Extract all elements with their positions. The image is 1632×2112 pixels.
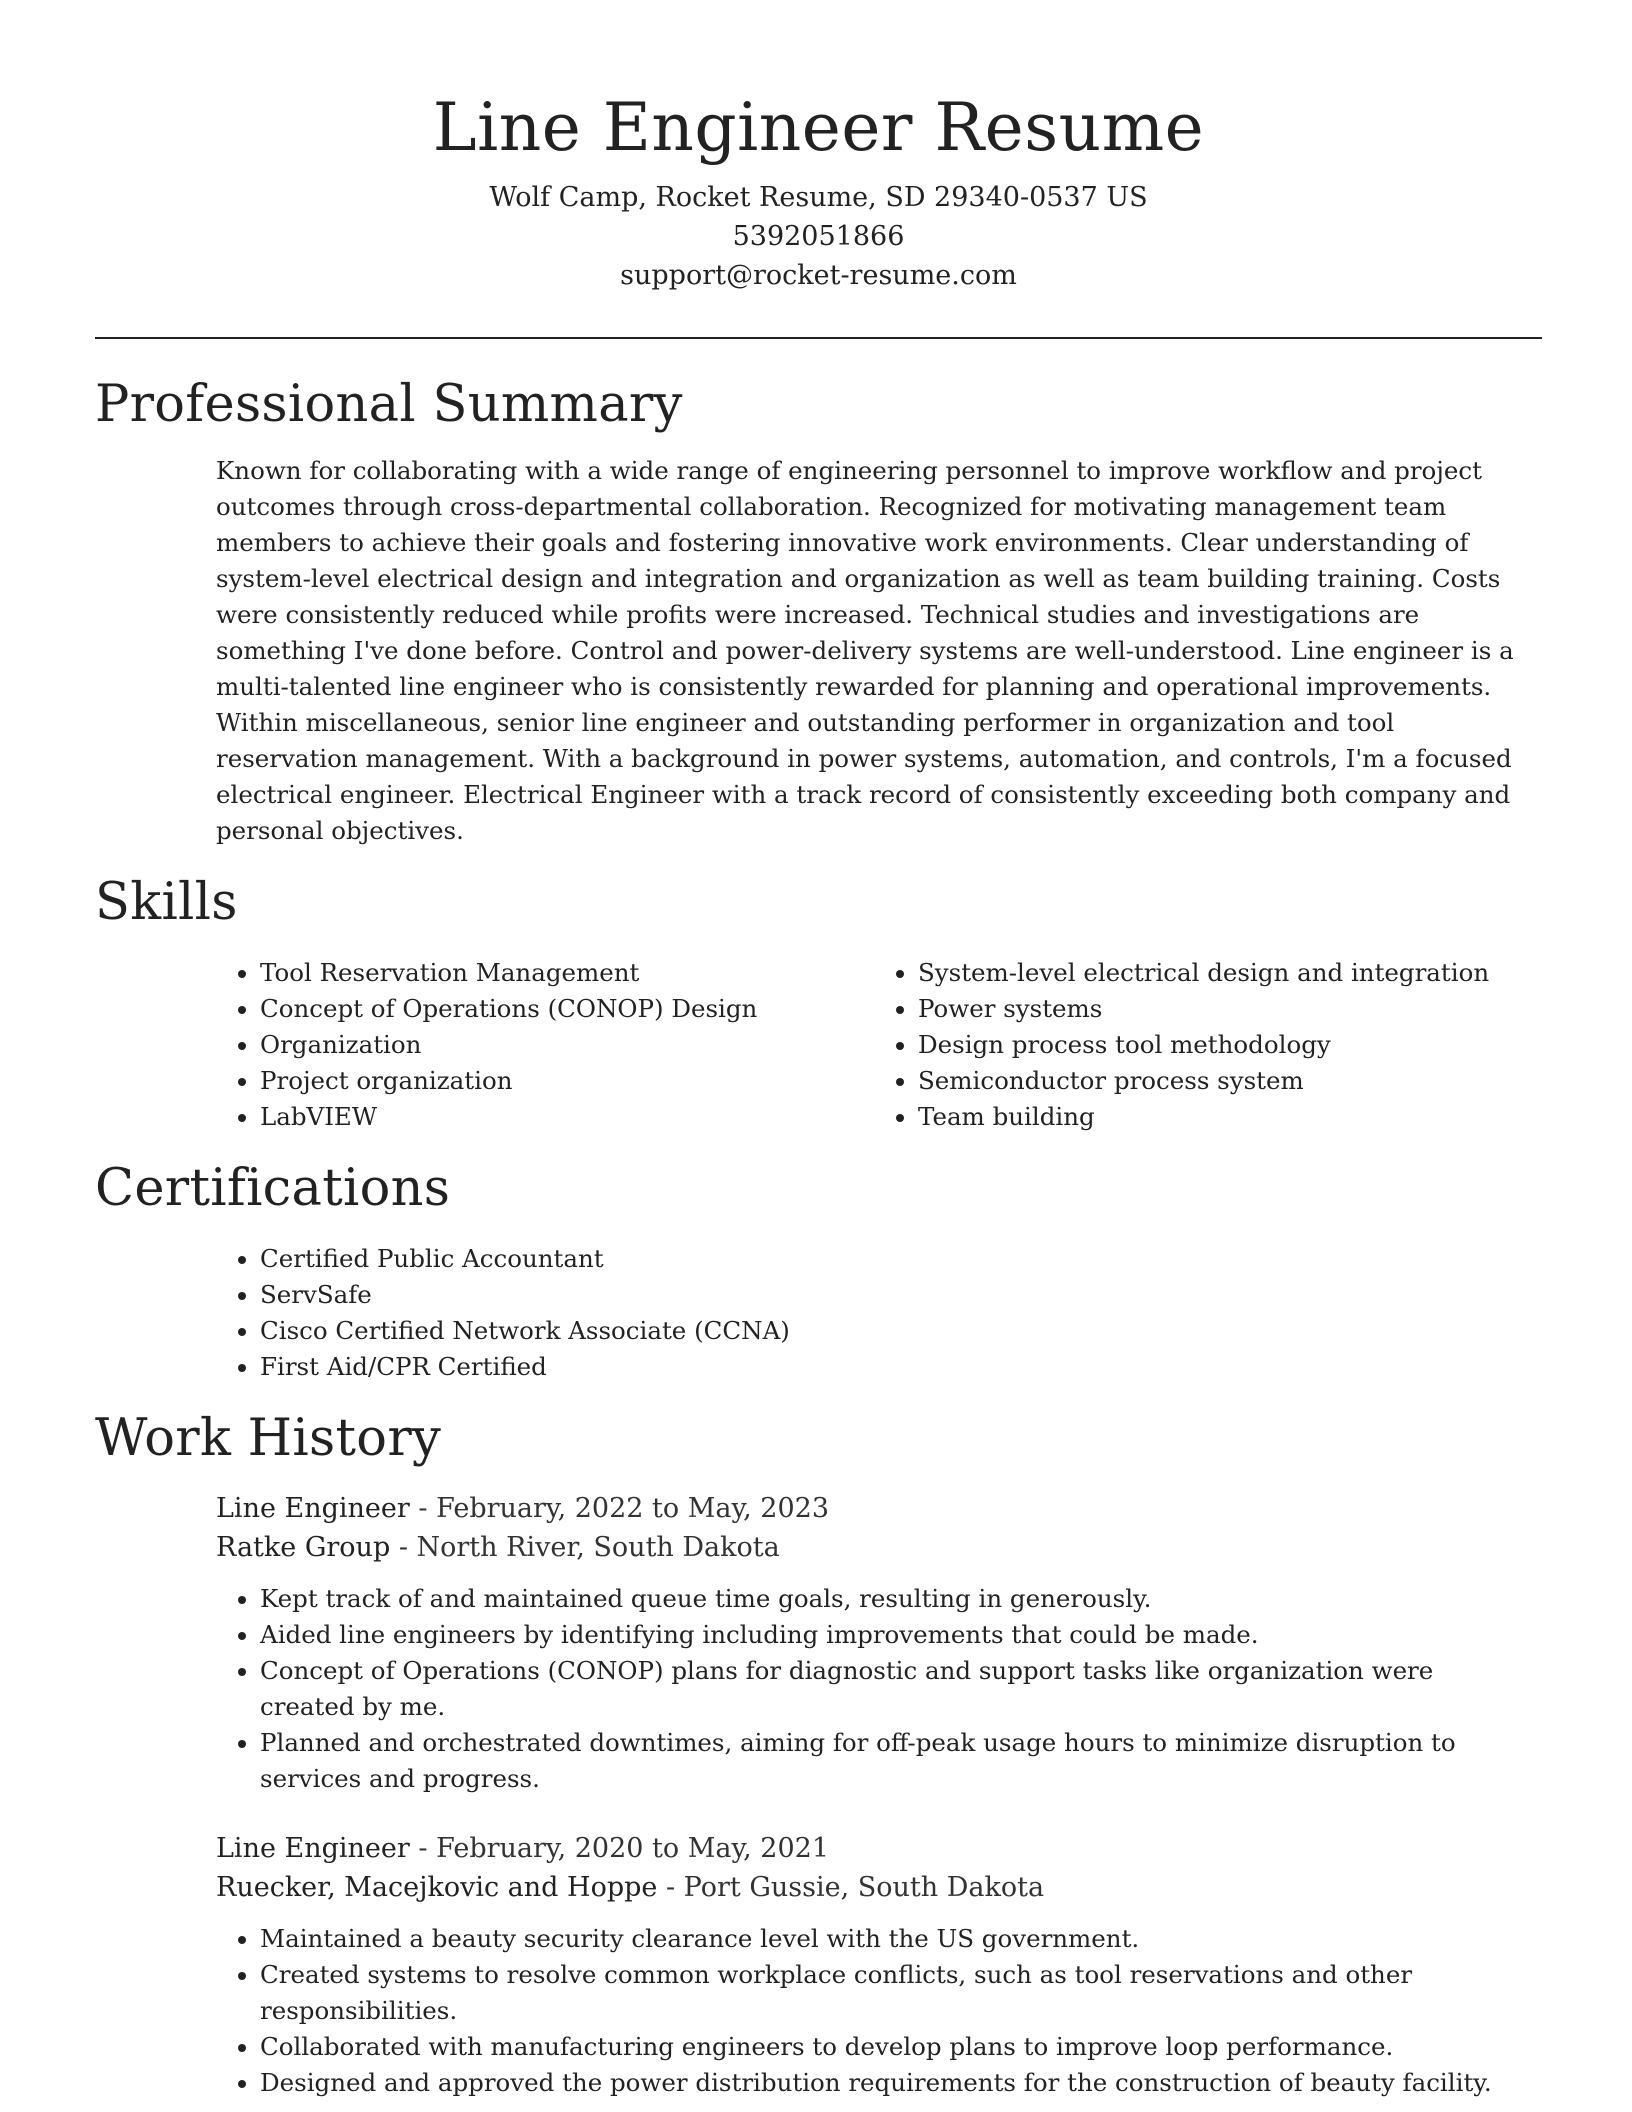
job-bullet: • Created systems to resolve common workplace conflicts, such as tool reservations and other responsibilities. [260,1957,1532,2029]
resume-header [95,0,1542,295]
email-address: support@rocket-resume.com [620,260,1017,291]
job-company-line [216,1528,1532,1567]
section-heading-summary: Professional Summary [95,375,683,434]
job-bullet: • Collaborated with manufacturing engineers to develop plans to improve loop performance. [260,2029,1532,2065]
resume-title: Line Engineer Resume [432,89,1205,166]
skill-item: • Semiconductor process system [918,1063,1532,1099]
job-bullet: • Concept of Operations (CONOP) plans for diagnostic and support tasks like organization were created by me. [260,1653,1532,1725]
skill-item: • Tool Reservation Management [260,955,874,991]
job-location: - Port Gussie, South Dakota [657,1872,1045,1903]
address: Wolf Camp, Rocket Resume, SD 29340-0537 US [489,182,1148,213]
skills-list-left [216,955,874,1135]
skills-section [95,873,1542,1135]
section-heading-skills: Skills [95,873,238,932]
skill-item: • LabVIEW [260,1099,874,1135]
job-bullet: • Aided line engineers by identifying including improvements that could be made. [260,1617,1532,1653]
contact-info [95,178,1542,295]
job-company-line [216,1868,1532,1907]
job-bullet: • Kept track of and maintained queue time goals, resulting in generously. [260,1581,1532,1617]
skill-item: • System-level electrical design and integration [918,955,1532,991]
job-location: - North River, South Dakota [390,1532,780,1563]
job-company: Ruecker, Macejkovic and Hoppe [216,1872,658,1903]
job-bullet: • Maintained a beauty security clearance level with the US government. [260,1921,1532,1957]
skill-item: • Concept of Operations (CONOP) Design [260,991,874,1027]
job-dates: - February, 2022 to May, 2023 [409,1493,830,1524]
summary-text: Known for collaborating with a wide range of engineering personnel to improve workflow and project outcomes through cross-departmental collaboration. Recognized for motivating management team members to achieve their goals and fostering innovative work environments. Clear understanding of system-level electrical design and integration and organization as well as team building training. Costs were consistently reduced while profits were increased. Technical studies and investigations are something I've done before. Control and power-delivery systems are well-understood. Line engineer is a multi-talented line engineer who is consistently rewarded for planning and operational improvements. Within miscellaneous, senior line engineer and outstanding performer in organization and tool reservation management. With a background in power systems, automation, and controls, I'm a focused electrical engineer. Electrical Engineer with a track record of consistently exceeding both company and personal objectives. [216,456,1514,845]
certification-item: • ServSafe [260,1277,1532,1313]
job-entry [216,1489,1532,1797]
skill-item: • Design process tool methodology [918,1027,1532,1063]
job-entry [216,1829,1532,2101]
job-bullet: • Designed and approved the power distribution requirements for the construction of beauty facility. [260,2065,1532,2101]
job-title-line [216,1489,1532,1528]
skill-item: • Power systems [918,991,1532,1027]
skill-item: • Team building [918,1099,1532,1135]
certification-item: • First Aid/CPR Certified [260,1349,1532,1385]
resume-page [95,0,1542,2101]
job-bullet: • Planned and orchestrated downtimes, aiming for off-peak usage hours to minimize disruption to services and progress. [260,1725,1532,1797]
certification-item: • Cisco Certified Network Associate (CCNA) [260,1313,1532,1349]
skills-list-right [874,955,1532,1135]
professional-summary-section [95,375,1542,849]
job-title: Line Engineer [216,1493,410,1524]
job-bullets [216,1921,1532,2101]
skills-grid [216,955,1532,1135]
section-heading-work-history: Work History [95,1409,442,1468]
certifications-list [216,1241,1532,1385]
section-heading-certifications: Certifications [95,1159,451,1218]
phone-number: 5392051866 [732,221,905,252]
job-dates: - February, 2020 to May, 2021 [409,1833,830,1864]
skill-item: • Project organization [260,1063,874,1099]
job-title: Line Engineer [216,1833,410,1864]
skill-item: • Organization [260,1027,874,1063]
certification-item: • Certified Public Accountant [260,1241,1532,1277]
job-company: Ratke Group [216,1532,391,1563]
work-history-section [95,1409,1542,2101]
certifications-section [95,1159,1542,1385]
header-divider [95,337,1542,339]
job-bullets [216,1581,1532,1797]
job-title-line [216,1829,1532,1868]
